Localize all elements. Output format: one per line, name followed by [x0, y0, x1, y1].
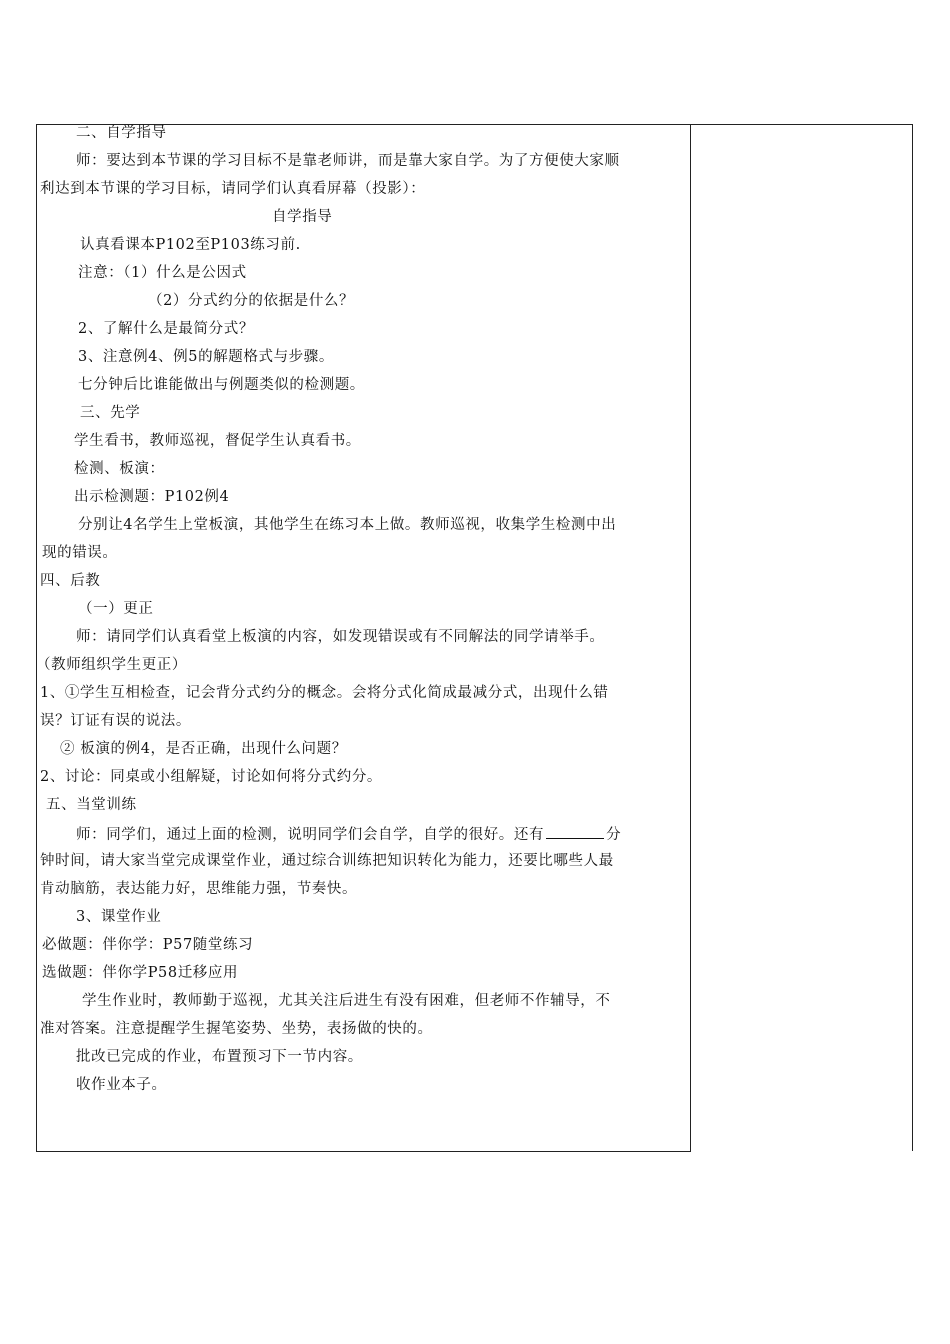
paragraph-line: 分别让4名学生上堂板演，其他学生在练习本上做。教师巡视，收集学生检测中出: [78, 517, 617, 533]
paragraph-line: 肯动脑筋，表达能力好，思维能力强，节奏快。: [40, 881, 358, 897]
paragraph-text: 师：同学们，通过上面的检测，说明同学们会自学，自学的很好。还有: [76, 827, 545, 843]
paragraph-line: 现的错误。: [42, 545, 118, 561]
paragraph-line: 学生作业时，教师勤于巡视，尤其关注后进生有没有困难，但老师不作辅导，不: [82, 993, 611, 1009]
paragraph-line: 批改已完成的作业，布置预习下一节内容。: [76, 1049, 363, 1065]
paragraph-line: ② 板演的例4，是否正确，出现什么问题？: [60, 741, 347, 757]
paragraph-line: 师：要达到本节课的学习目标不是靠老师讲，而是靠大家自学。为了方便使大家顺: [76, 153, 620, 169]
paragraph-line: 误？订证有误的说法。: [40, 713, 191, 729]
paragraph-line: 收作业本子。: [76, 1077, 167, 1093]
paragraph-line: 3、注意例4、例5的解题格式与步骤。: [78, 349, 334, 365]
section-heading: 三、先学: [80, 405, 141, 421]
fill-in-blank: [546, 824, 604, 839]
table-bottom-border: [36, 1151, 691, 1152]
paragraph-line: （2）分式约分的依据是什么？: [148, 293, 355, 309]
paragraph-line: 2、了解什么是最简分式？: [78, 321, 254, 337]
paragraph-line: 钟时间，请大家当堂完成课堂作业，通过综合训练把知识转化为能力，还要比哪些人最: [40, 853, 614, 869]
subsection-heading: （一）更正: [78, 601, 154, 617]
paragraph-line: 七分钟后比谁能做出与例题类似的检测题。: [78, 377, 365, 393]
paragraph-line: （教师组织学生更正）: [36, 657, 187, 673]
paragraph-line: 2、讨论：同桌或小组解疑，讨论如何将分式约分。: [40, 769, 383, 785]
section-heading: 二、自学指导: [76, 125, 167, 141]
subsection-heading: 3、课堂作业: [76, 909, 162, 925]
lesson-content-cell: [36, 124, 691, 1151]
paragraph-line: 1、①学生互相检查，记会背分式约分的概念。会将分式化简成最减分式，出现什么错: [40, 685, 609, 701]
paragraph-line: 准对答案。注意提醒学生握笔姿势、坐势，表扬做的快的。: [40, 1021, 433, 1037]
paragraph-line: [76, 824, 621, 844]
paragraph-line: 认真看课本P102至P103练习前.: [80, 237, 301, 253]
paragraph-line: 检测、板演：: [74, 461, 165, 477]
paragraph-line: 学生看书，教师巡视，督促学生认真看书。: [74, 433, 361, 449]
paragraph-line: 选做题：伴你学P58迁移应用: [42, 965, 239, 981]
paragraph-line: 注意：（1）什么是公因式: [78, 265, 247, 281]
section-heading: 五、当堂训练: [46, 797, 137, 813]
paragraph-line: 师：请同学们认真看堂上板演的内容，如发现错误或有不同解法的同学请举手。: [76, 629, 605, 645]
paragraph-line: 出示检测题：P102例4: [74, 489, 230, 505]
paragraph-line: 必做题：伴你学：P57随堂练习: [42, 937, 254, 953]
section-heading: 四、后教: [40, 573, 101, 589]
paragraph-line: 利达到本节课的学习目标，请同学们认真看屏幕（投影）：: [40, 181, 426, 197]
box-title: 自学指导: [272, 209, 333, 225]
table-right-border: [912, 124, 913, 1151]
paragraph-text: 分: [606, 827, 622, 843]
